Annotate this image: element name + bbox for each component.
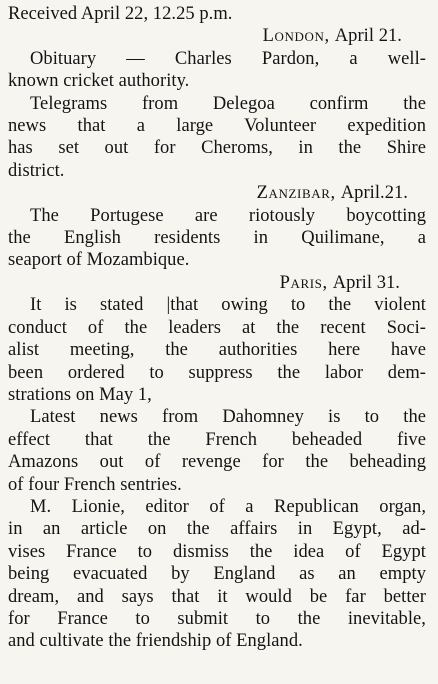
text-line: The Portugese are riotously boycotting <box>30 205 426 226</box>
dateline-paris <box>8 272 426 294</box>
dateline-date: April.21. <box>340 183 408 204</box>
text-line: district. <box>8 160 65 181</box>
text-line: been ordered to suppress the labor dem- <box>8 362 426 383</box>
text-line: vises France to dismiss the idea of Egypt <box>8 541 426 562</box>
section-london <box>8 25 426 182</box>
text-line: Telegrams from Delegoa confirm the <box>30 93 426 114</box>
dateline-date: April 31. <box>332 272 400 293</box>
text-line: conduct of the leaders at the recent Soci- <box>8 317 426 338</box>
text-line: Obituary — Charles Pardon, a well- <box>30 48 426 69</box>
dateline-place: Zanzibar, <box>256 183 336 204</box>
text-line: has set out for Cheroms, in the Shire <box>8 138 426 159</box>
text-line: and cultivate the friendship of England. <box>8 631 303 652</box>
text-line: seaport of Mozambique. <box>8 250 190 271</box>
dateline-place: London, <box>262 26 330 47</box>
text-line: It is stated |that owing to the violent <box>30 295 426 316</box>
text-line: M. Lionie, editor of a Republican organ, <box>30 496 426 517</box>
text-line: of four French sentries. <box>8 474 182 495</box>
section-zanzibar <box>8 182 426 272</box>
paragraph-portugese <box>8 205 426 272</box>
section-paris <box>8 272 426 653</box>
paragraph-lionie <box>8 496 426 653</box>
text-line: strations on May 1, <box>8 384 152 405</box>
text-line: news that a large Volunteer expedition <box>8 116 426 137</box>
paragraph-obituary <box>8 48 426 93</box>
text-line: effect that the French beheaded five <box>8 429 426 450</box>
text-line: for France to submit to the inevitable, <box>8 608 426 629</box>
text-line: alist meeting, the authorities here have <box>8 340 426 361</box>
dateline-zanzibar <box>8 182 426 204</box>
text-line: in an article on the affairs in Egypt, ad- <box>8 519 426 540</box>
text-line: dream, and says that it would be far better <box>8 586 426 607</box>
paragraph-telegrams <box>8 93 426 183</box>
text-line: being evacuated by England as an empty <box>8 564 426 585</box>
paragraph-socialist-meeting <box>8 294 426 406</box>
paragraph-dahomney <box>8 406 426 496</box>
text-line: known cricket authority. <box>8 71 190 92</box>
dateline-date: April 21. <box>334 26 402 47</box>
received-timestamp: Received April 22, 12.25 p.m. <box>8 4 233 24</box>
dateline-place: Paris, <box>279 272 328 293</box>
text-line: the English residents in Quilimane, a <box>8 228 426 249</box>
text-line: Latest news from Dahomney is to the <box>30 407 426 428</box>
text-line: Amazons out of revenge for the beheading <box>8 452 426 473</box>
dateline-london <box>8 25 426 47</box>
